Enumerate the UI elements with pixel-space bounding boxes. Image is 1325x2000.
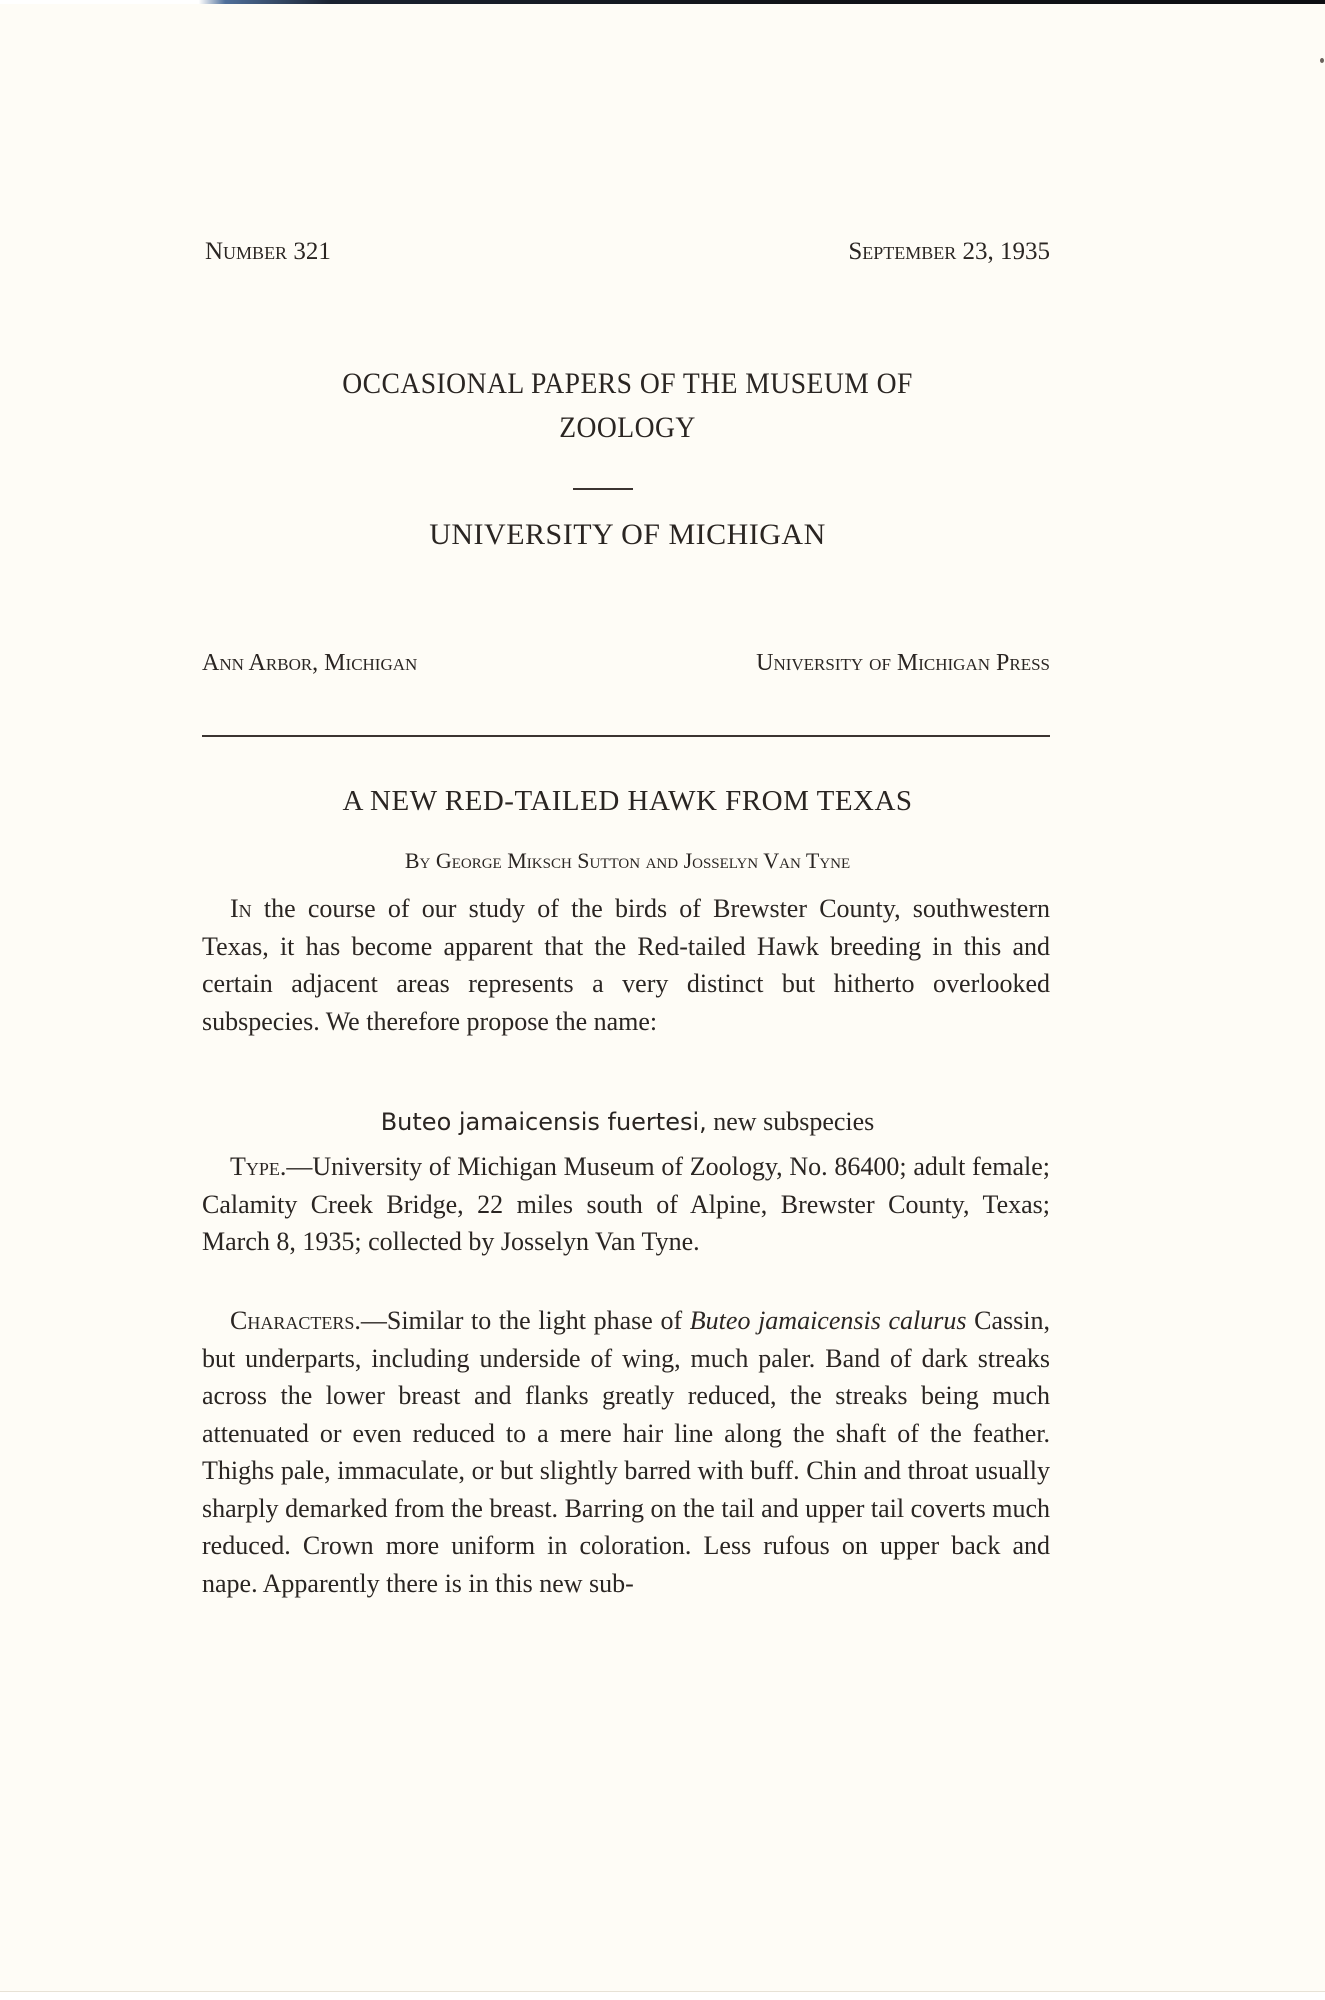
characters-paragraph xyxy=(202,1302,1050,1602)
characters-text-after: Cassin, but underparts, including underside of wing, much paler. Band of dark streaks across the lower breast and flanks greatly reduced, the streaks being much attenuated or even reduced to a mere hair line along the shaft of the feather. Thighs pale, immaculate, or but slightly barred with buff. Chin and throat usually sharply demarked from the breast. Barring on the tail and upper tail coverts much reduced. Crown more uniform in coloration. Less rufous on upper back and nape. Apparently there is in this new sub- xyxy=(202,1306,1050,1598)
university-name: UNIVERSITY OF MICHIGAN xyxy=(429,518,826,551)
characters-text-before: Similar to the light phase of xyxy=(386,1306,690,1335)
intro-lead: In xyxy=(230,894,252,923)
paper-speck xyxy=(1320,58,1324,63)
intro-text: the course of our study of the birds of Brewster County, southwestern Texas, it has become apparent that the Red-tailed Hawk breeding in this and certain adjacent areas represents a very distinct but hitherto overlooked subspecies. We therefore propose the name: xyxy=(202,894,1050,1036)
subspecies-heading xyxy=(205,1107,1050,1137)
series-title-line-1: OCCASIONAL PAPERS OF THE MUSEUM OF xyxy=(342,367,913,400)
characters-lead: Characters. xyxy=(230,1306,361,1335)
type-lead: Type. xyxy=(230,1152,287,1181)
type-text: University of Michigan Museum of Zoology, No. 86400; adult female; Calamity Creek Bridge, 22 miles south of Alpine, Brewster County, Texas; March 8, 1935; collected by Josselyn Van Tyne. xyxy=(202,1152,1050,1256)
masthead xyxy=(205,238,1050,266)
characters-dash: — xyxy=(360,1306,387,1335)
short-divider xyxy=(573,488,633,490)
imprint-publisher: University of Michigan Press xyxy=(756,650,1050,676)
issue-date: September 23, 1935 xyxy=(848,238,1050,265)
characters-italic-name: Buteo jamaicensis calurus xyxy=(689,1306,967,1335)
intro-paragraph xyxy=(202,890,1050,1040)
imprint-place: Ann Arbor, Michigan xyxy=(202,650,418,676)
article-title: A NEW RED-TAILED HAWK FROM TEXAS xyxy=(342,785,913,817)
byline: By George Miksch Sutton and Josselyn Van Tyne xyxy=(404,848,851,873)
scan-bottom-edge xyxy=(0,1991,1325,2000)
scan-top-edge xyxy=(0,0,1325,4)
series-title-line-2: ZOOLOGY xyxy=(559,411,696,444)
issue-number: Number 321 xyxy=(205,238,331,265)
type-dash: — xyxy=(286,1152,313,1181)
scientific-name: Buteo jamaicensis fuertesi, xyxy=(380,1108,707,1136)
series-title xyxy=(239,362,1016,450)
type-paragraph xyxy=(202,1148,1050,1261)
imprint xyxy=(202,650,1050,677)
subspecies-descriptor: new subspecies xyxy=(706,1107,875,1136)
header-divider xyxy=(202,735,1050,737)
